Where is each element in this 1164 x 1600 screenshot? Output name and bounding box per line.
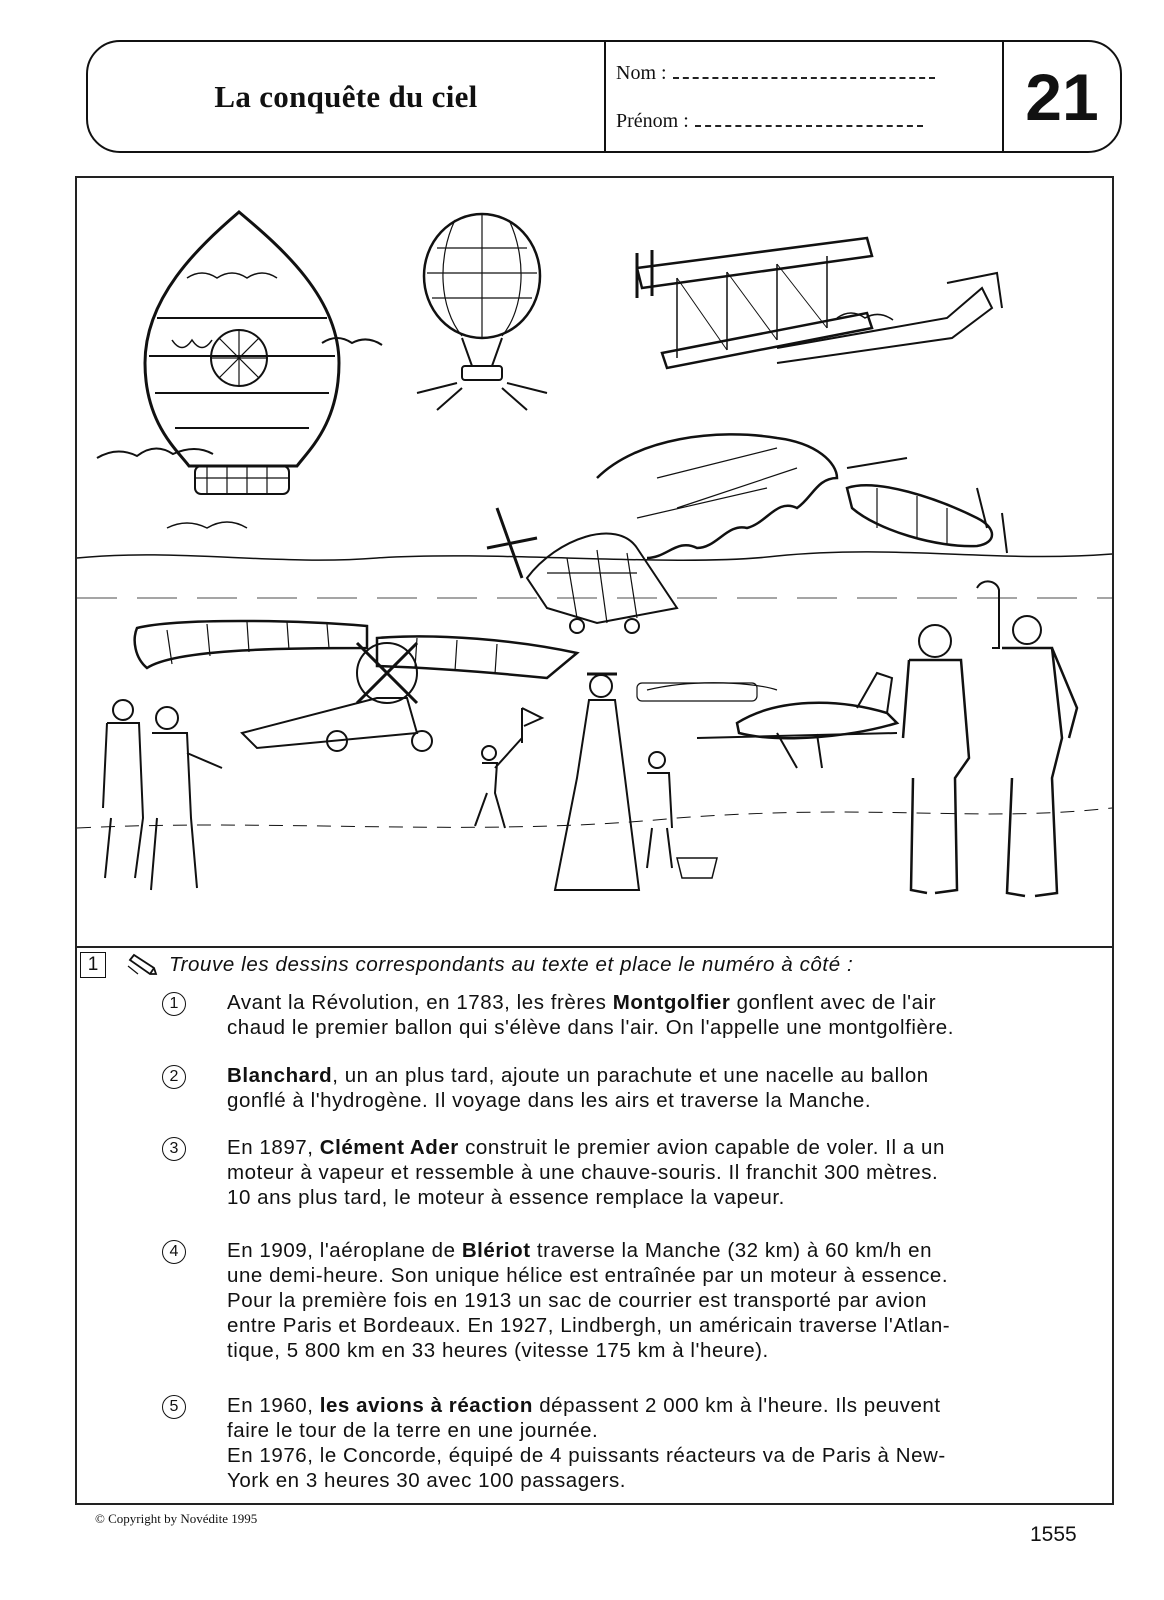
text-run: dépassent 2 000 km à l'heure. Ils peuvent (532, 1394, 941, 1417)
item-text (227, 1393, 1099, 1493)
text-run: York en 3 heures 30 avec 100 passagers. (227, 1469, 627, 1492)
text-line (227, 1238, 1099, 1263)
item-text (227, 1135, 1099, 1210)
item-text (227, 1063, 1099, 1113)
ader-avion-drawing (487, 434, 837, 633)
item-number: 4 (162, 1240, 186, 1264)
text-run: Pour la première fois en 1913 un sac de courrier est transporté par avion (227, 1289, 927, 1312)
student-name-cell (604, 42, 1002, 151)
exercise-instruction: Trouve les dessins correspondants au texte et place le numéro à côté : (169, 953, 854, 976)
aviation-history-illustration (77, 178, 1112, 948)
exercise-number: 1 (80, 952, 106, 978)
text-run: En 1909, l'aéroplane de (227, 1239, 462, 1262)
text-line (227, 1063, 1099, 1088)
text-run: entre Paris et Bordeaux. En 1927, Lindbergh, un américain traverse l'Atlan- (227, 1314, 951, 1337)
firstname-label: Prénom : (616, 110, 689, 132)
text-line (227, 1443, 1099, 1468)
horizon-line (77, 552, 1112, 560)
text-line (227, 1313, 1099, 1338)
text-run: En 1960, (227, 1394, 320, 1417)
text-run: traverse la Manche (32 km) à 60 km/h en (530, 1239, 933, 1262)
text-run: gonflé à l'hydrogène. Il voyage dans les airs et traverse la Manche. (227, 1089, 872, 1112)
text-run: chaud le premier ballon qui s'élève dans l'air. On l'appelle une montgolfière. (227, 1016, 954, 1039)
zeppelin-drawing (847, 458, 1007, 553)
smoke-trail (167, 522, 247, 528)
montgolfier-balloon (145, 212, 339, 494)
text-run: 10 ans plus tard, le moteur à essence remplace la vapeur. (227, 1186, 785, 1209)
text-line (227, 1393, 1099, 1418)
worksheet-header (86, 40, 1122, 153)
biplane-drawing (637, 238, 1002, 368)
text-line (227, 1135, 1099, 1160)
text-run: En 1976, le Concorde, équipé de 4 puissants réacteurs va de Paris à New- (227, 1444, 946, 1467)
text-line (227, 1288, 1099, 1313)
text-run: faire le tour de la terre en une journée. (227, 1419, 599, 1442)
item-number: 5 (162, 1395, 186, 1419)
text-line (227, 1015, 1099, 1040)
exercise-instruction-row (77, 946, 1112, 986)
text-run: moteur à vapeur et ressemble à une chauve-souris. Il franchit 300 mètres. (227, 1161, 939, 1184)
text-line (227, 990, 1099, 1015)
exercise-frame (75, 176, 1114, 1505)
item-number: 2 (162, 1065, 186, 1089)
text-run: construit le premier avion capable de voler. Il a un (458, 1136, 945, 1159)
text-run-bold: Blanchard (227, 1064, 333, 1087)
text-run: Avant la Révolution, en 1783, les frères (227, 991, 613, 1014)
name-blank-line (673, 63, 935, 79)
cloud-left (97, 448, 213, 458)
text-line (227, 1468, 1099, 1493)
page-title: La conquête du ciel (214, 78, 478, 114)
firstname-field[interactable] (616, 110, 923, 133)
pencil-icon (126, 952, 158, 983)
jet-plane-drawing (637, 673, 897, 768)
firstname-blank-line (695, 111, 923, 127)
item-text (227, 990, 1099, 1040)
sheet-number: 21 (1025, 59, 1099, 134)
text-run-bold: Clément Ader (319, 1136, 459, 1159)
text-run: En 1897, (227, 1136, 320, 1159)
cloud-mid (322, 338, 382, 345)
illustration-drawing (77, 178, 1112, 946)
item-number: 1 (162, 992, 186, 1016)
text-line (227, 1338, 1099, 1363)
bleriot-monoplane (135, 621, 577, 751)
text-line (227, 1160, 1099, 1185)
child-with-flag (475, 708, 542, 828)
text-line (227, 1185, 1099, 1210)
officers-group (103, 700, 222, 890)
woman-and-boy (555, 674, 717, 890)
copyright-notice: © Copyright by Novédite 1995 (95, 1511, 258, 1526)
text-run: , un an plus tard, ajoute un parachute et une nacelle au ballon (332, 1064, 929, 1087)
text-run: une demi-heure. Son unique hélice est entraînée par un moteur à essence. (227, 1264, 949, 1287)
text-line (227, 1418, 1099, 1443)
text-line (227, 1263, 1099, 1288)
text-run: tique, 5 800 km en 33 heures (vitesse 175 km à l'heure). (227, 1339, 769, 1362)
text-line (227, 1088, 1099, 1113)
page-number: 1555 (1030, 1523, 1077, 1546)
text-run: gonflent avec de l'air (730, 991, 937, 1014)
item-number: 3 (162, 1137, 186, 1161)
name-label: Nom : (616, 62, 667, 84)
item-text (227, 1238, 1099, 1363)
blanchard-balloon (417, 214, 547, 410)
text-run-bold: Montgolfier (612, 991, 731, 1014)
title-cell (88, 42, 604, 151)
text-run-bold: Blériot (461, 1239, 531, 1262)
sheet-number-cell (1002, 42, 1120, 151)
astronauts-group (903, 581, 1077, 896)
name-field[interactable] (616, 62, 935, 85)
text-run-bold: les avions à réaction (319, 1394, 533, 1417)
